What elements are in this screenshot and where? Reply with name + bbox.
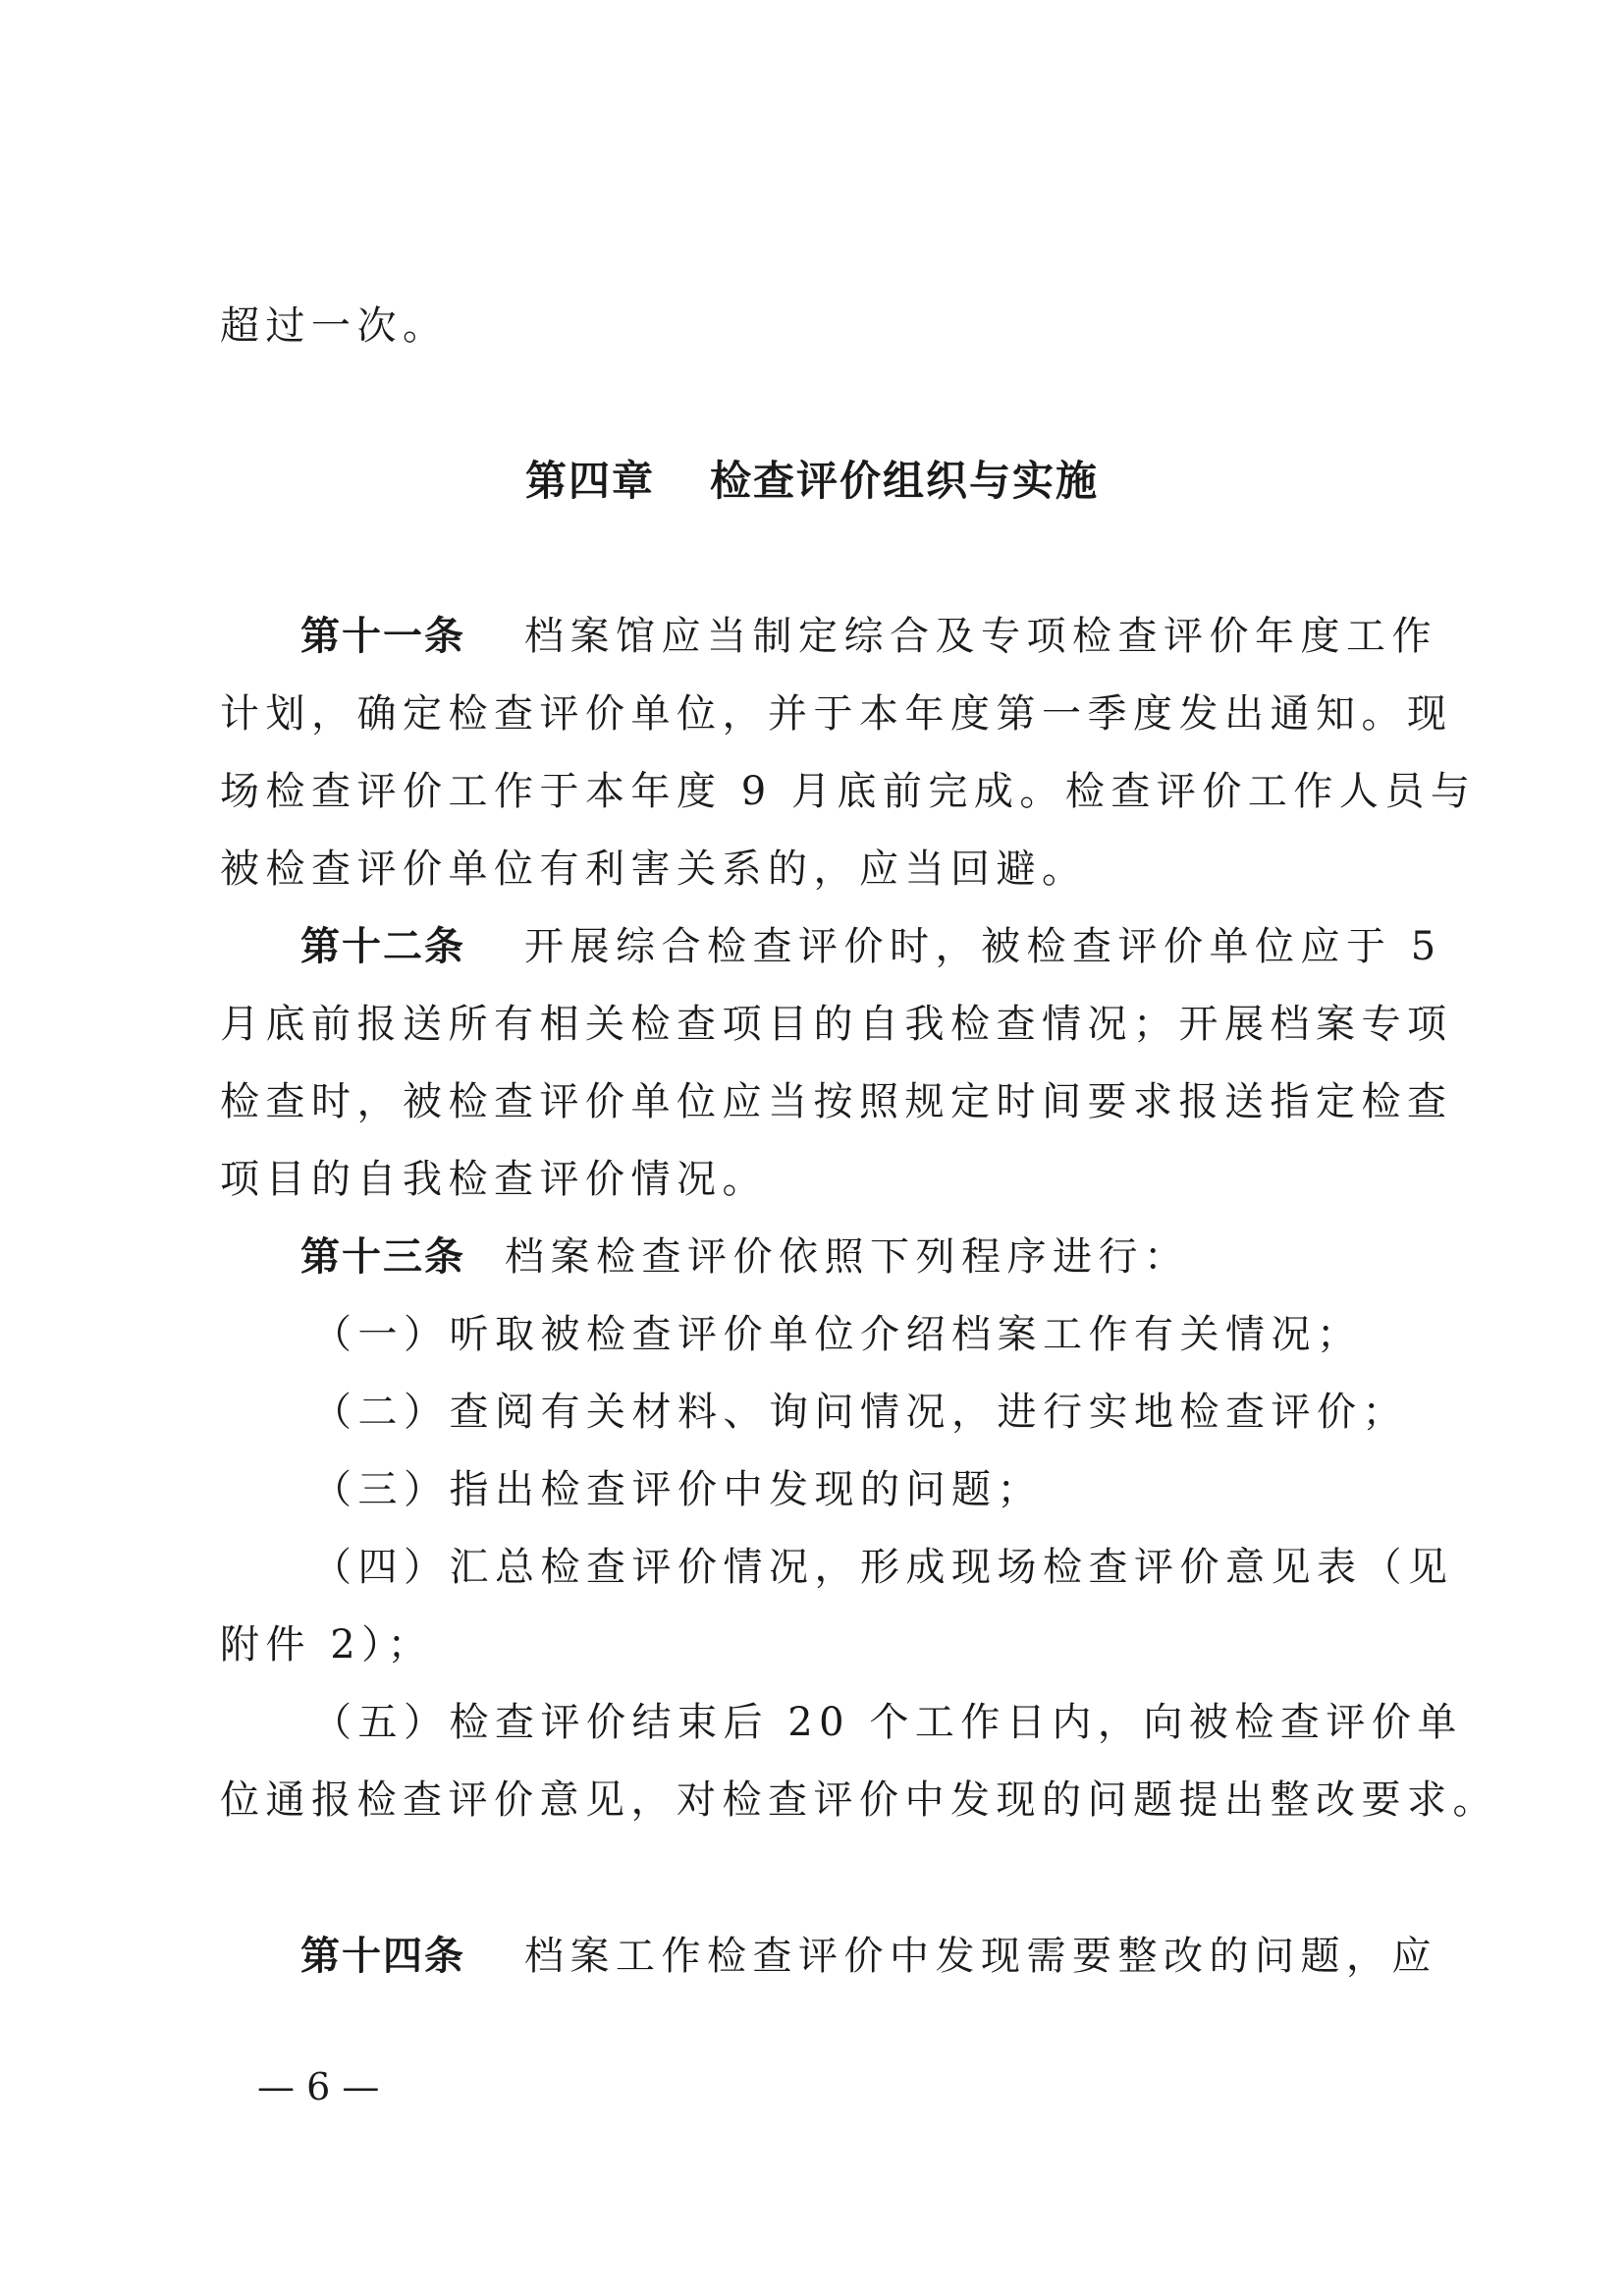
article-14-first-line — [300, 1927, 1498, 1986]
article-label: 第十二条 — [300, 924, 465, 969]
page-number: — 6 — — [257, 2065, 380, 2108]
article-text: 档案馆应当制定综合及专项检查评价年度工作 — [524, 614, 1437, 659]
article-13-first-line — [300, 1228, 1498, 1286]
text-line: 项目的自我检查评价情况。 — [220, 1157, 768, 1202]
article-text: 开展综合检查评价时，被检查评价单位应于 5 — [524, 924, 1442, 969]
text-line: 检查时，被检查评价单位应当按照规定时间要求报送指定检查 — [220, 1079, 1453, 1124]
text-line: 位通报检查评价意见，对检查评价中发现的问题提出整改要求。 — [220, 1777, 1498, 1823]
text-line: 附件 2）； — [220, 1622, 434, 1667]
text-line: 计划，确定检查评价单位，并于本年度第一季度发出通知。现 — [220, 691, 1453, 737]
article-12-first-line — [300, 917, 1498, 976]
list-item: （二）查阅有关材料、询问情况，进行实地检查评价； — [312, 1390, 1408, 1435]
article-label: 第十三条 — [300, 1234, 465, 1280]
article-text: 档案检查评价依照下列程序进行： — [505, 1234, 1190, 1280]
article-text: 档案工作检查评价中发现需要整改的问题，应 — [524, 1934, 1437, 1979]
chapter-heading — [0, 452, 1624, 511]
text-line: 场检查评价工作于本年度 9 月底前完成。检查评价工作人员与 — [220, 769, 1477, 814]
chapter-number: 第四章 — [524, 457, 655, 505]
list-item: （一）听取被检查评价单位介绍档案工作有关情况； — [312, 1312, 1363, 1357]
text-line: 月底前报送所有相关检查项目的自我检查情况；开展档案专项 — [220, 1002, 1453, 1047]
chapter-title: 检查评价组织与实施 — [710, 457, 1100, 505]
article-11-first-line — [300, 607, 1498, 666]
article-label: 第十一条 — [300, 614, 465, 659]
list-item: （四）汇总检查评价情况，形成现场检查评价意见表（见 — [312, 1545, 1454, 1590]
article-label: 第十四条 — [300, 1934, 465, 1979]
text-line: 被检查评价单位有利害关系的，应当回避。 — [220, 847, 1088, 892]
list-item: （三）指出检查评价中发现的问题； — [312, 1467, 1043, 1512]
list-item: （五）检查评价结束后 20 个工作日内，向被检查评价单 — [312, 1700, 1463, 1745]
text-line: 超过一次。 — [220, 303, 449, 349]
